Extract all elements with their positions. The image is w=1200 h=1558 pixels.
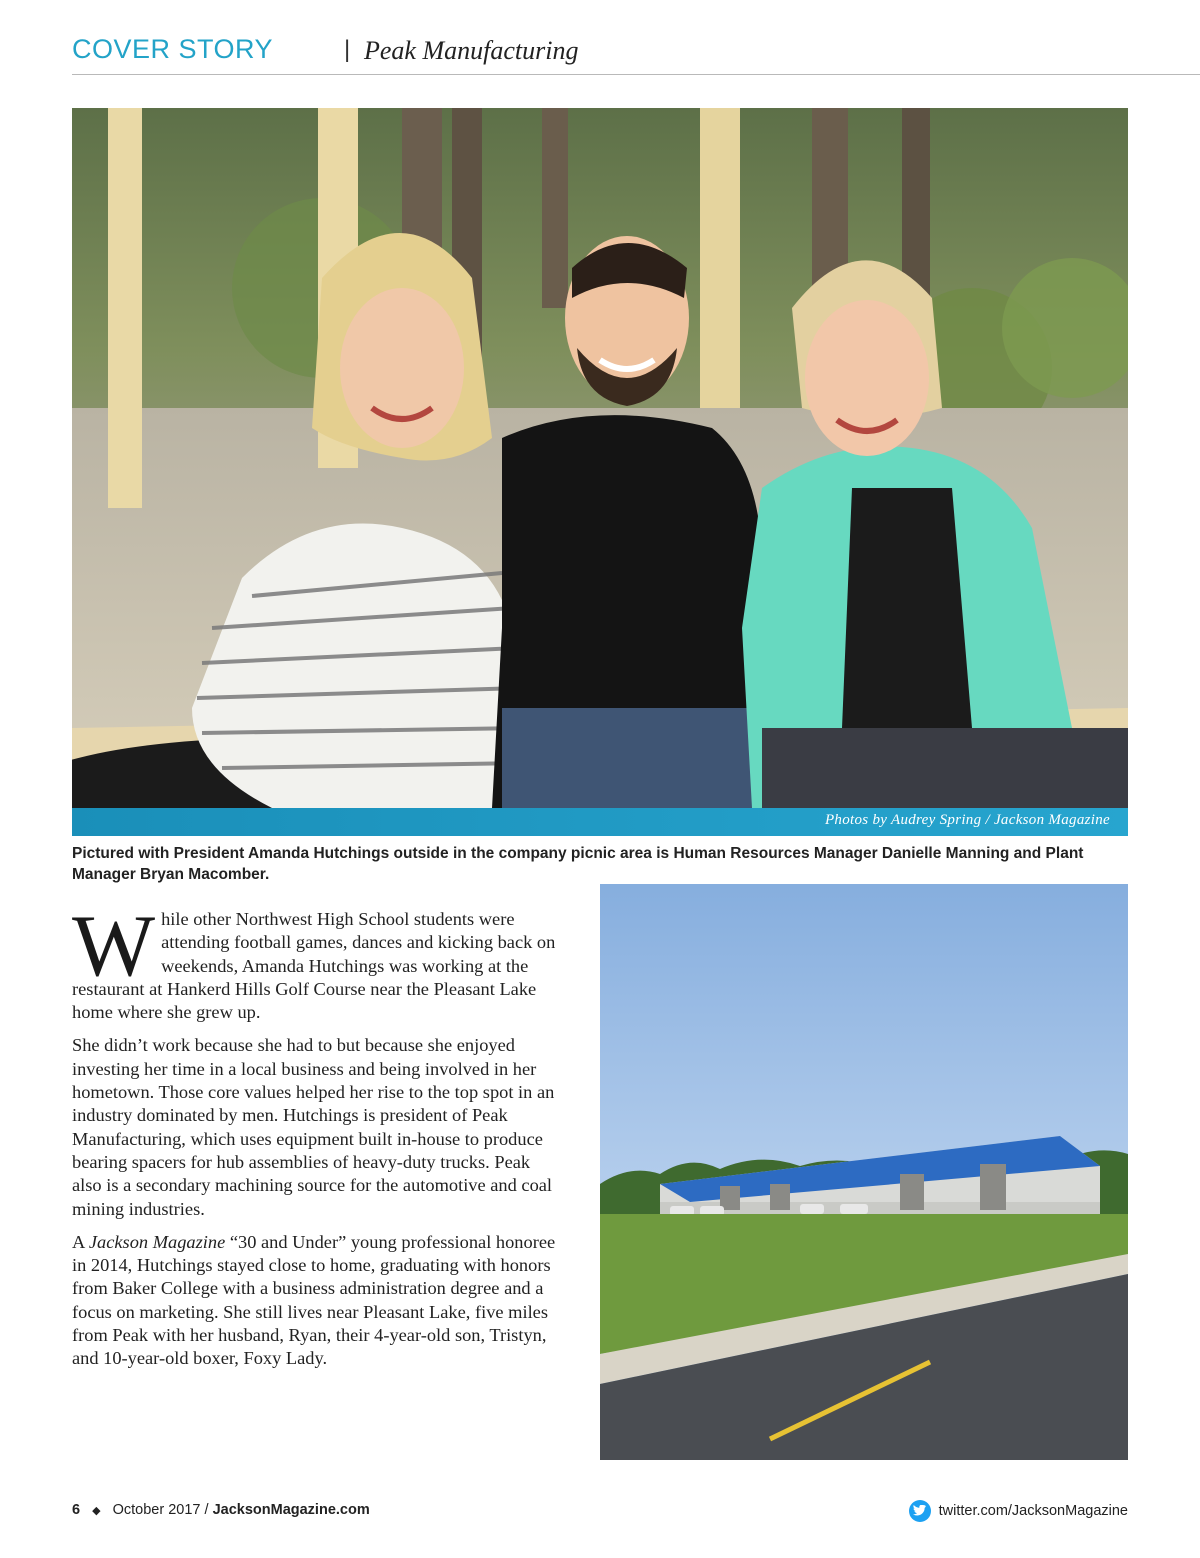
- article-body: [72, 898, 564, 1381]
- issue-date: October 2017: [112, 1502, 201, 1518]
- header-divider: |: [344, 36, 351, 63]
- page-header: [72, 30, 1200, 75]
- twitter-handle: twitter.com/JacksonMagazine: [938, 1503, 1128, 1519]
- photo-caption: Pictured with President Amanda Hutchings outside in the company picnic area is Human Resources Manager Danielle Manning and Plant Manager Bryan Macomber.: [72, 845, 1084, 883]
- website-link[interactable]: JacksonMagazine.com: [212, 1502, 370, 1518]
- building-photo: [600, 884, 1128, 1460]
- paragraph-3-start: A: [72, 1231, 89, 1252]
- twitter-link[interactable]: [909, 1500, 1128, 1522]
- magazine-name: Jackson Magazine: [88, 1231, 226, 1252]
- section-label: COVER STORY: [72, 34, 274, 64]
- page-number: 6: [72, 1502, 81, 1518]
- paragraph-1-text: hile other Northwest High School students were attending football games, dances and kicking back on weekends, Amanda Hutchings was working at the restaurant at Hankerd Hills Golf Course near the Pleasant Lake home where she grew up.: [72, 909, 556, 1023]
- footer-separator: /: [204, 1502, 209, 1518]
- paragraph-3-text: “30 and Under” young professional honoree in 2014, Hutchings stayed close to home, graduating with honors from Baker College with a business administration degree and a focus on marketing. She still lives near Pleasant Lake, five miles from Peak with her husband, Ryan, their 4-year-old son, Tristyn, and 10-year-old boxer, Foxy Lady.: [72, 1231, 556, 1369]
- photo-credit-bar: [72, 808, 1128, 836]
- article-paragraph-3: [72, 1231, 564, 1371]
- main-photo: [72, 108, 1128, 836]
- page-footer-left: [72, 1502, 370, 1518]
- article-subtitle: Peak Manufacturing: [364, 36, 579, 65]
- drop-cap: W: [72, 898, 156, 995]
- photo-credit: Photos by Audrey Spring / Jackson Magazine: [824, 812, 1110, 828]
- diamond-bullet-icon: ◆: [92, 1505, 101, 1517]
- twitter-icon: [909, 1500, 931, 1522]
- article-paragraph-2: She didn’t work because she had to but because she enjoyed investing her time in a local business and being involved in her hometown. Those core values helped her rise to the top spot in an industry dominated by men. Hutchings is president of Peak Manufacturing, which uses equipment built in-house to produce bearing spacers for hub assemblies of heavy-duty trucks. Peak also is a secondary machining source for the automotive and coal mining industries.: [72, 1035, 555, 1219]
- article-paragraph-1: [72, 898, 564, 1024]
- group-portrait-illustration: [72, 108, 1128, 836]
- factory-building-illustration: [600, 884, 1128, 1460]
